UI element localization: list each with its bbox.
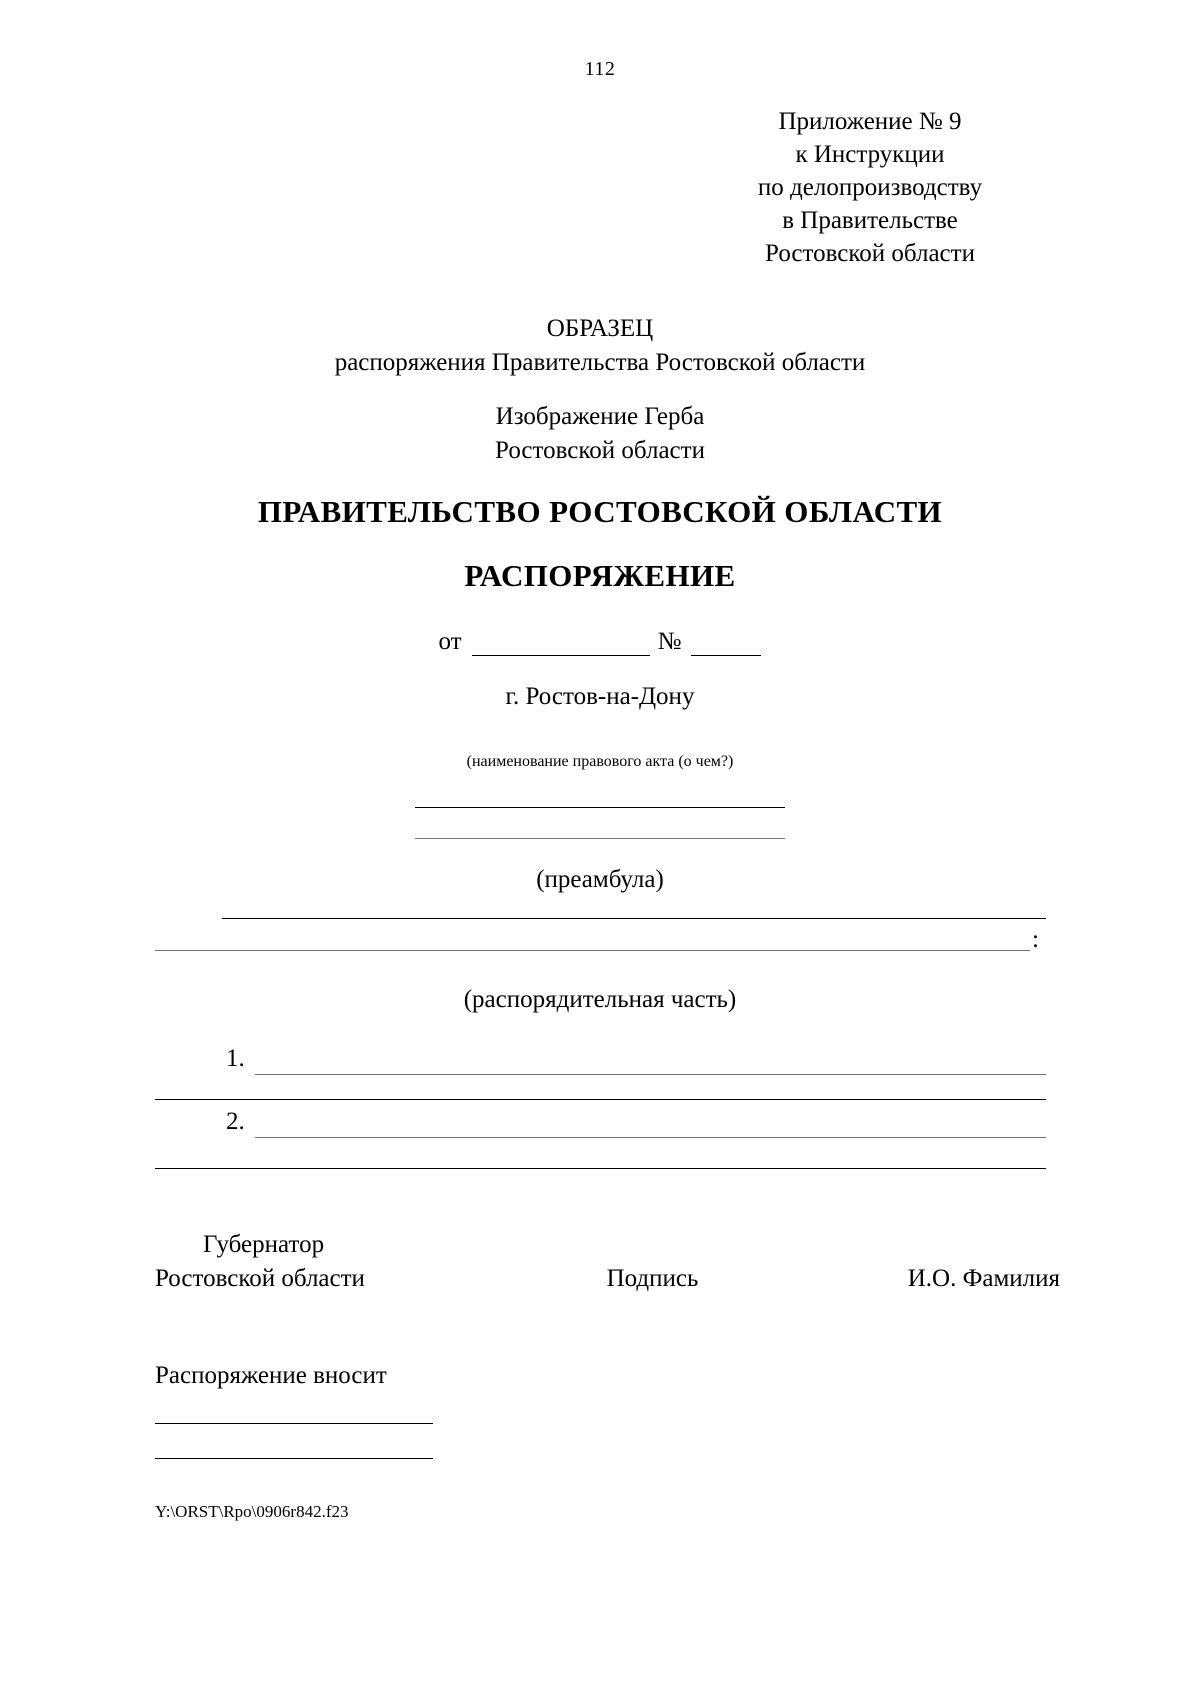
preamble-blank-rule-2[interactable] — [155, 950, 1030, 951]
list-item-blank-rule-2b[interactable] — [155, 1168, 1046, 1169]
emblem-caption-line-1: Изображение Герба — [495, 403, 705, 430]
document-kind-title: РАСПОРЯЖЕНИЕ — [464, 558, 736, 593]
appendix-line-5: Ростовской области — [765, 240, 975, 267]
date-label: от — [438, 628, 462, 655]
appendix-line-2: к Инструкции — [795, 141, 945, 168]
list-item-blank-rule-1a[interactable] — [255, 1074, 1046, 1075]
appendix-line-4: в Правительстве — [782, 207, 958, 234]
sample-heading: ОБРАЗЕЦ — [546, 315, 654, 342]
list-item-marker-1: 1. — [226, 1045, 245, 1072]
signature-row — [155, 1228, 1060, 1296]
signatory-position — [155, 1228, 485, 1295]
signature-block — [155, 1228, 1060, 1296]
list-item-blank-rule-2a[interactable] — [255, 1137, 1046, 1138]
file-path-footer: Y:\ORST\Rpo\0906r842.f23 — [155, 1502, 349, 1521]
emblem-caption-line-2: Ростовской области — [495, 436, 705, 464]
signatory-position-line-1: Губернатор — [203, 1231, 325, 1258]
sample-subheading: распоряжения Правительства Ростовской области — [334, 348, 866, 376]
preamble-blank-rule-1[interactable] — [222, 918, 1046, 919]
number-blank-rule[interactable] — [691, 633, 761, 656]
list-item-blank-rule-1b[interactable] — [155, 1099, 1046, 1100]
signature-placeholder: Подпись — [606, 1265, 699, 1292]
sample-caption-block — [100, 312, 1100, 379]
list-item-marker-2: 2. — [226, 1108, 245, 1135]
organization-title: ПРАВИТЕЛЬСТВО РОСТОВСКОЙ ОБЛАСТИ — [257, 494, 943, 529]
date-blank-rule[interactable] — [472, 633, 650, 656]
appendix-line-3: по делопроизводству — [757, 174, 983, 201]
signatory-name: И.О. Фамилия — [907, 1265, 1060, 1292]
act-title-caption: (наименование правового акта (о чем?) — [466, 753, 734, 770]
date-and-number-line — [60, 628, 1140, 656]
submitter-label: Распоряжение вносит — [155, 1362, 387, 1389]
appendix-line-1: Приложение № 9 — [778, 108, 962, 135]
number-label: № — [657, 628, 682, 655]
preamble-colon: : — [1032, 926, 1039, 953]
appendix-reference-block — [660, 105, 1080, 270]
submitter-blank-rule-1[interactable] — [155, 1423, 433, 1424]
submitter-blank-rule-2[interactable] — [155, 1458, 433, 1459]
city-line: г. Ростов-на-Дону — [505, 683, 695, 710]
emblem-placeholder-block — [100, 400, 1100, 467]
signatory-position-line-2: Ростовской области — [155, 1264, 365, 1292]
preamble-label: (преамбула) — [536, 866, 664, 893]
act-title-blank-rule-1[interactable] — [0, 798, 1200, 816]
directive-part-label: (распорядительная часть) — [463, 986, 737, 1013]
page-number: 112 — [584, 58, 616, 80]
act-title-blank-rule-2[interactable] — [0, 829, 1200, 847]
